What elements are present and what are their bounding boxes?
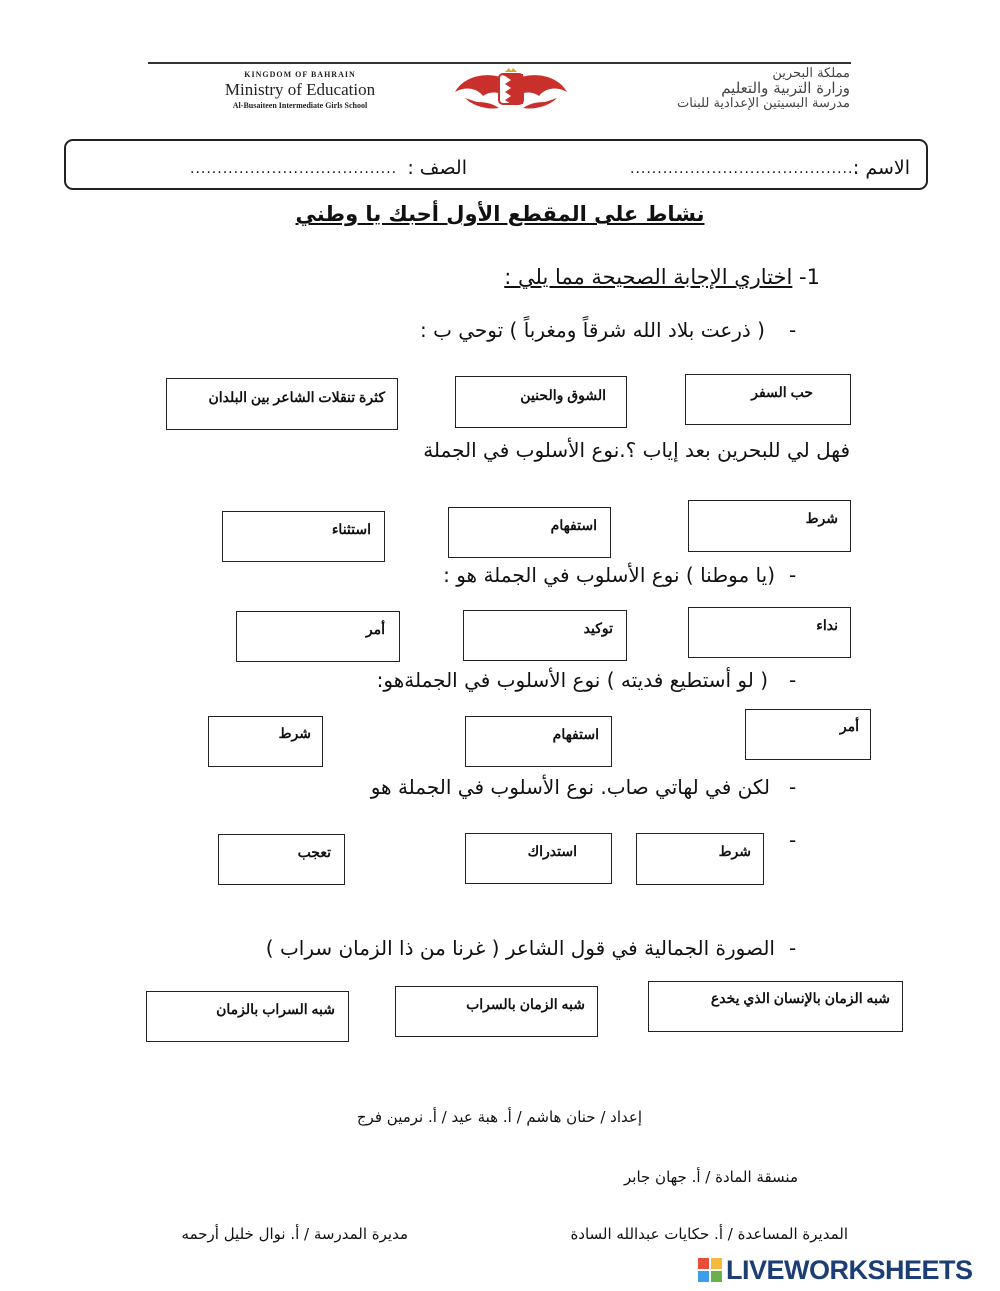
q2-option-1[interactable]: شرط <box>688 500 851 552</box>
class-label: الصف : <box>407 157 467 179</box>
question-7-bullet: - <box>789 936 797 960</box>
ar-ministry-label: وزارة التربية والتعليم <box>721 79 850 97</box>
bahrain-emblem-logo <box>447 66 575 114</box>
q5-option-2[interactable]: استدراك <box>465 833 612 884</box>
q4-option-3[interactable]: شرط <box>208 716 323 767</box>
subject-coordinator: منسقة المادة / أ. جهان جابر <box>624 1168 798 1186</box>
question-4-text: ( لو أستطيع فديته ) نوع الأسلوب في الجملةهو: <box>376 668 768 692</box>
question-5-text: لكن في لهاتي صاب. نوع الأسلوب في الجملة هو <box>370 775 770 799</box>
prepared-by: إعداد / حنان هاشم / أ. هبة عيد / أ. نرمين فرج <box>356 1108 642 1126</box>
ministry-arabic-block <box>575 66 850 111</box>
question-1-text: ( ذرعت بلاد الله شرقاً ومغرباً ) توحي ب : <box>419 318 765 342</box>
ar-school-label: مدرسة البسيتين الإعدادية للبنات <box>677 96 850 111</box>
section-heading-text: اختاري الإجابة الصحيحة مما يلي : <box>504 265 793 289</box>
q2-option-3[interactable]: استثناء <box>222 511 385 562</box>
assistant-principal: المديرة المساعدة / أ. حكايات عبدالله السادة <box>570 1225 848 1243</box>
q1-option-1[interactable]: حب السفر <box>685 374 851 425</box>
page-title: نشاط على المقطع الأول أحبك يا وطني <box>295 202 705 226</box>
q3-option-3[interactable]: أمر <box>236 611 400 662</box>
q4-option-2[interactable]: استفهام <box>465 716 612 767</box>
question-2-text: فهل لي للبحرين بعد إياب ؟.نوع الأسلوب في الجملة <box>423 438 850 462</box>
q1-option-3[interactable]: كثرة تنقلات الشاعر بين البلدان <box>166 378 398 430</box>
question-3-text: (يا موطنا ) نوع الأسلوب في الجملة هو : <box>443 563 775 587</box>
name-label: الاسم : <box>852 157 910 179</box>
q5-option-3[interactable]: تعجب <box>218 834 345 885</box>
question-3-bullet: - <box>789 563 797 587</box>
q7-option-1[interactable]: شبه الزمان بالإنسان الذي يخدع <box>648 981 903 1032</box>
q2-option-2[interactable]: استفهام <box>448 507 611 558</box>
q7-option-3[interactable]: شبه السراب بالزمان <box>146 991 349 1042</box>
question-7-text: الصورة الجمالية في قول الشاعر ( غرنا من ذا الزمان سراب ) <box>265 936 775 960</box>
header-rule <box>148 62 851 64</box>
ministry-english-block <box>165 70 435 110</box>
liveworksheets-icon <box>698 1258 722 1282</box>
q3-option-1[interactable]: نداء <box>688 607 851 658</box>
q5-option-1[interactable]: شرط <box>636 833 764 885</box>
school-label: Al-Busaiteen Intermediate Girls School <box>232 101 368 110</box>
q3-option-2[interactable]: توكيد <box>463 610 627 661</box>
question-4-bullet: - <box>789 668 797 692</box>
class-field[interactable]: ...................................... <box>190 161 398 177</box>
section-number: 1- <box>799 265 820 289</box>
question-1-bullet: - <box>789 318 797 342</box>
q7-option-2[interactable]: شبه الزمان بالسراب <box>395 986 598 1037</box>
name-field[interactable]: .......................................... <box>630 161 859 177</box>
ar-kingdom-label: مملكة البحرين <box>772 66 850 81</box>
school-principal: مديرة المدرسة / أ. نوال خليل أرحمه <box>181 1225 408 1243</box>
section-heading <box>504 265 820 289</box>
q1-option-2[interactable]: الشوق والحنين <box>455 376 627 428</box>
kingdom-label: KINGDOM OF BAHRAIN <box>244 70 356 79</box>
question-6-bullet: - <box>789 828 797 852</box>
q4-option-1[interactable]: أمر <box>745 709 871 760</box>
ministry-label: Ministry of Education <box>224 80 376 99</box>
liveworksheets-logo-text: LIVEWORKSHEETS <box>726 1255 973 1285</box>
question-5-bullet: - <box>789 775 797 799</box>
